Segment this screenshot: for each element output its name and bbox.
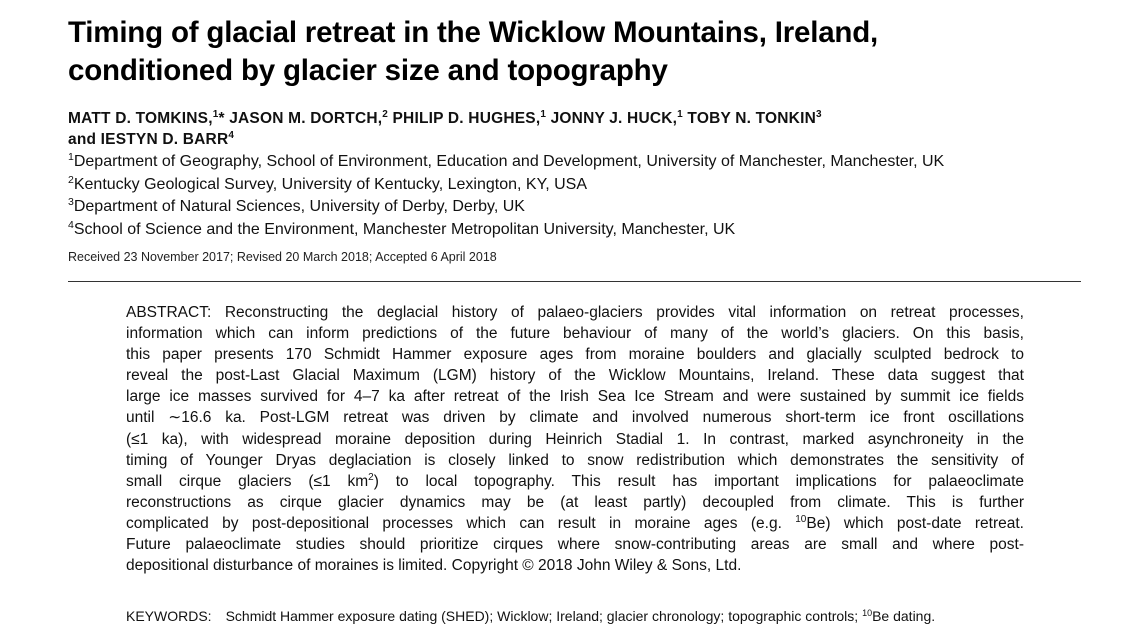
abstract-line: timing of Younger Dryas deglaciation is closely linked to snow redistribution which demonstrates the sensitivity of [126, 451, 1024, 469]
keywords [126, 607, 935, 625]
abstract-text: ) to local topography. This result has important implications for palaeoclimate [373, 472, 1024, 490]
affiliation-item [68, 219, 1128, 242]
author-affil-sup: 1 [212, 109, 219, 120]
abstract-text: complicated by post-depositional processes which can result in moraine ages (e.g. [126, 514, 796, 532]
corresponding-author-star: * [218, 110, 225, 127]
keywords-text: Schmidt Hammer exposure dating (SHED); Wicklow; Ireland; glacier chronology; topographic controls; [225, 608, 863, 624]
title-line-2: conditioned by glacier size and topography [68, 54, 668, 87]
affiliation-sup: 1 [68, 151, 74, 163]
abstract-text: small cirque glaciers (≤1 km [126, 472, 369, 490]
abstract-superscript: 10 [795, 513, 807, 525]
author-name: JASON M. DORTCH, [224, 110, 383, 127]
keywords-text-end: Be dating. [872, 608, 936, 624]
author-list [68, 108, 1108, 150]
affiliation-text: School of Science and the Environment, Manchester Metropolitan University, Manchester, UK [73, 220, 736, 238]
abstract-text: Be) which post-date retreat. [806, 514, 1024, 532]
article-title [68, 14, 1108, 90]
abstract [126, 302, 1024, 576]
abstract-line: reveal the post-Last Glacial Maximum (LGM) history of the Wicklow Mountains, Ireland. These data suggest that [126, 367, 1024, 385]
affiliation-item [68, 174, 1128, 197]
author-name: JONNY J. HUCK, [546, 110, 678, 127]
affiliation-item [68, 196, 1128, 219]
abstract-line: depositional disturbance of moraines is limited. Copyright © 2018 John Wiley & Sons, Ltd. [126, 557, 742, 575]
abstract-line: this paper presents 170 Schmidt Hammer exposure ages from moraine boulders and glacially sculpted bedrock to [126, 346, 1024, 364]
author-name: PHILIP D. HUGHES, [388, 110, 541, 127]
title-line-1: Timing of glacial retreat in the Wicklow Mountains, Ireland, [68, 16, 879, 49]
abstract-line: until ∼16.6 ka. Post-LGM retreat was driven by climate and involved numerous short-term ice front oscillations [126, 409, 1024, 427]
abstract-line [126, 513, 1024, 534]
author-line-1 [68, 108, 1108, 129]
affiliation-sup: 2 [68, 173, 74, 186]
author-affil-sup: 4 [228, 130, 235, 141]
abstract-line: large ice masses survived for 4–7 ka after retreat of the Irish Sea Ice Stream and were sustained by summit ice fields [126, 388, 1024, 406]
article-dates: Received 23 November 2017; Revised 20 March 2018; Accepted 6 April 2018 [68, 250, 497, 264]
keywords-label: KEYWORDS: [126, 608, 212, 624]
abstract-line [126, 471, 1024, 492]
abstract-line: Future palaeoclimate studies should prioritize cirques where snow-contributing areas are small and where post- [126, 536, 1024, 554]
abstract-line: information which can inform predictions of the future behaviour of many of the world’s glaciers. On this basis, [126, 325, 1024, 343]
abstract-line: ABSTRACT: Reconstructing the deglacial history of palaeo-glaciers provides vital information on retreat processes, [126, 304, 1024, 321]
affiliation-sup: 4 [68, 218, 74, 231]
header-divider [68, 281, 1081, 282]
affiliation-item [68, 151, 1128, 174]
keywords-superscript: 10 [862, 608, 873, 618]
author-affil-sup: 1 [540, 109, 547, 120]
abstract-line: reconstructions as cirque glacier dynamics may be (at least partly) decoupled from climate. This is further [126, 493, 1024, 511]
author-line-2 [68, 129, 1108, 150]
affiliation-text: Kentucky Geological Survey, University of Kentucky, Lexington, KY, USA [73, 175, 587, 193]
affiliation-text: Department of Natural Sciences, University of Derby, Derby, UK [73, 198, 525, 215]
author-name: MATT D. TOMKINS, [68, 110, 213, 127]
abstract-line: (≤1 ka), with widespread moraine deposition during Heinrich Stadial 1. In contrast, marked asynchroneity in the [126, 430, 1024, 448]
author-name: and IESTYN D. BARR [68, 131, 229, 148]
affiliation-text: Department of Geography, School of Environment, Education and Development, University of Manchester, Manchester, UK [73, 153, 945, 170]
affiliation-sup: 3 [68, 196, 74, 208]
author-name: TOBY N. TONKIN [682, 110, 816, 127]
author-affil-sup: 3 [815, 109, 822, 120]
author-affil-sup: 1 [677, 109, 683, 120]
affiliation-list [68, 151, 1128, 241]
author-affil-sup: 2 [382, 109, 389, 120]
abstract-superscript: 2 [368, 471, 374, 483]
